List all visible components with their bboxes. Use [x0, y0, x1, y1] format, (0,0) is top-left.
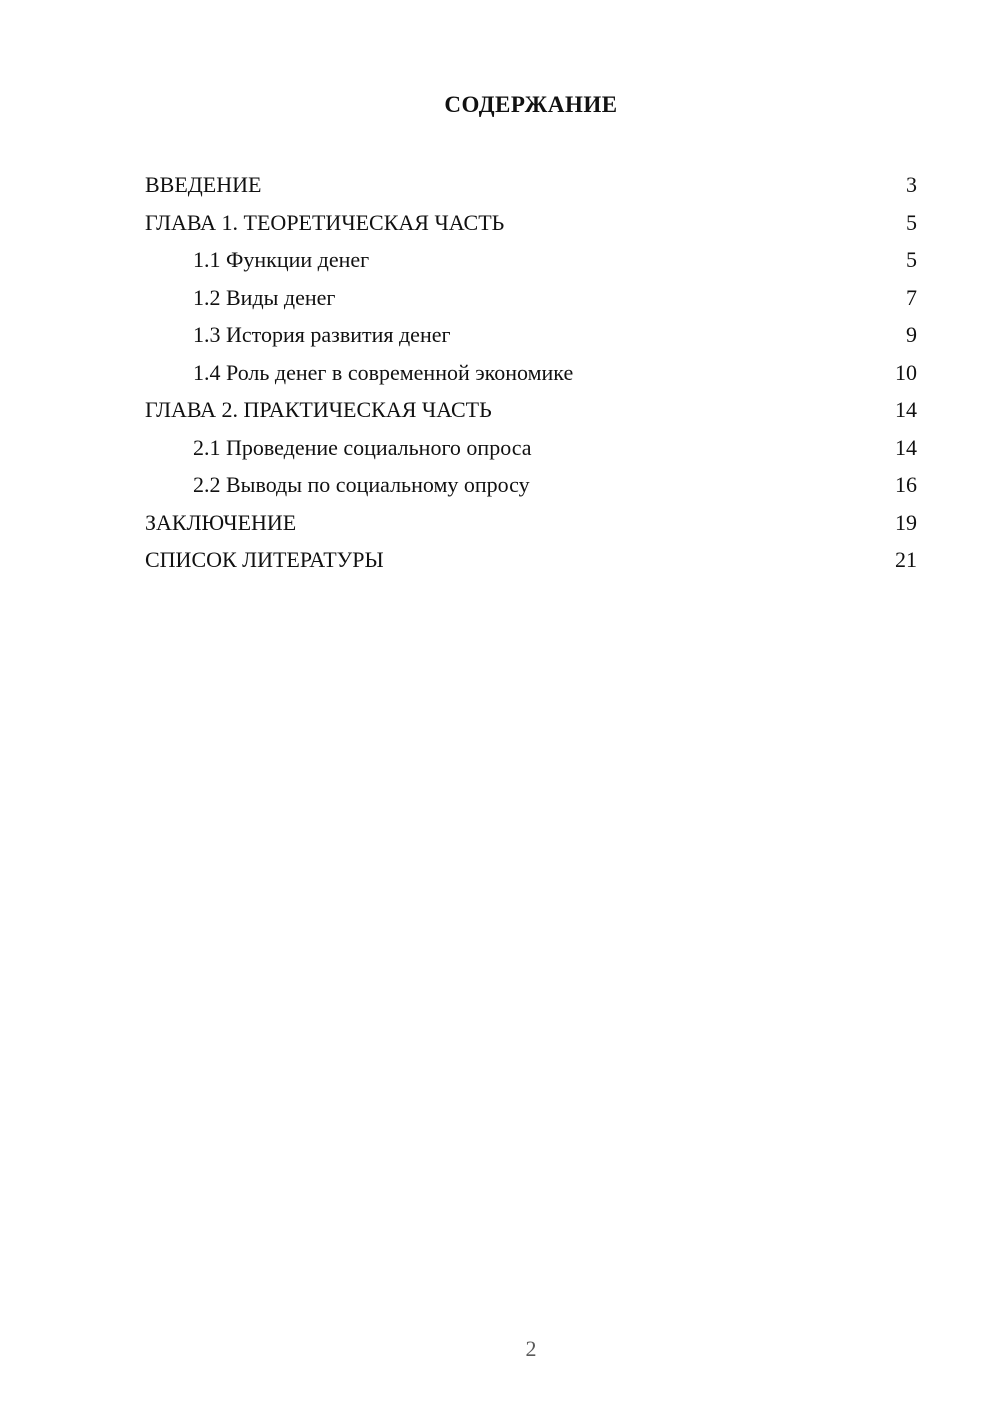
- toc-entry: [145, 279, 917, 317]
- toc-entry-label: ГЛАВА 2. ПРАКТИЧЕСКАЯ ЧАСТЬ: [145, 397, 492, 422]
- toc-entry: [145, 541, 917, 579]
- toc-entry-page: 21: [895, 547, 917, 572]
- toc-entry-page: 14: [895, 434, 917, 460]
- toc-entry-page: 7: [906, 284, 917, 310]
- toc-entry-label: 1.2 Виды денег: [193, 284, 336, 310]
- toc-entry: [145, 241, 917, 279]
- toc-entry-page: 16: [895, 472, 917, 497]
- toc-entry-label: ЗАКЛЮЧЕНИЕ: [145, 509, 297, 535]
- toc-entry-page: 19: [895, 509, 917, 535]
- toc-entry-page: 5: [906, 209, 917, 235]
- toc-entry-label: 1.1 Функции денег: [193, 247, 370, 272]
- toc-entry-label: 1.4 Роль денег в современной экономике: [193, 359, 574, 385]
- toc-entry: [145, 166, 917, 204]
- footer-page-number: 2: [525, 1336, 537, 1361]
- page-title: СОДЕРЖАНИЕ: [444, 92, 618, 117]
- toc-entry-page: 5: [906, 247, 917, 272]
- table-of-contents: [145, 166, 917, 579]
- toc-entry: [145, 466, 917, 504]
- toc-entry-page: 14: [895, 397, 917, 422]
- toc-entry-page: 9: [906, 322, 917, 347]
- toc-entry-label: 2.1 Проведение социального опроса: [193, 434, 532, 460]
- toc-entry-label: ВВЕДЕНИЕ: [145, 172, 262, 197]
- toc-entry-label: СПИСОК ЛИТЕРАТУРЫ: [145, 547, 384, 572]
- toc-entry-label: 1.3 История развития денег: [193, 322, 451, 347]
- toc-entry: [145, 391, 917, 429]
- toc-entry: [145, 504, 917, 542]
- toc-entry: [145, 204, 917, 242]
- page-content: [0, 0, 1000, 579]
- toc-entry-page: 10: [895, 359, 917, 385]
- toc-entry-page: 3: [906, 172, 917, 197]
- toc-entry-label: ГЛАВА 1. ТЕОРЕТИЧЕСКАЯ ЧАСТЬ: [145, 209, 505, 235]
- toc-entry-label: 2.2 Выводы по социальному опросу: [193, 472, 530, 497]
- toc-entry: [145, 429, 917, 467]
- toc-entry: [145, 316, 917, 354]
- toc-entry: [145, 354, 917, 392]
